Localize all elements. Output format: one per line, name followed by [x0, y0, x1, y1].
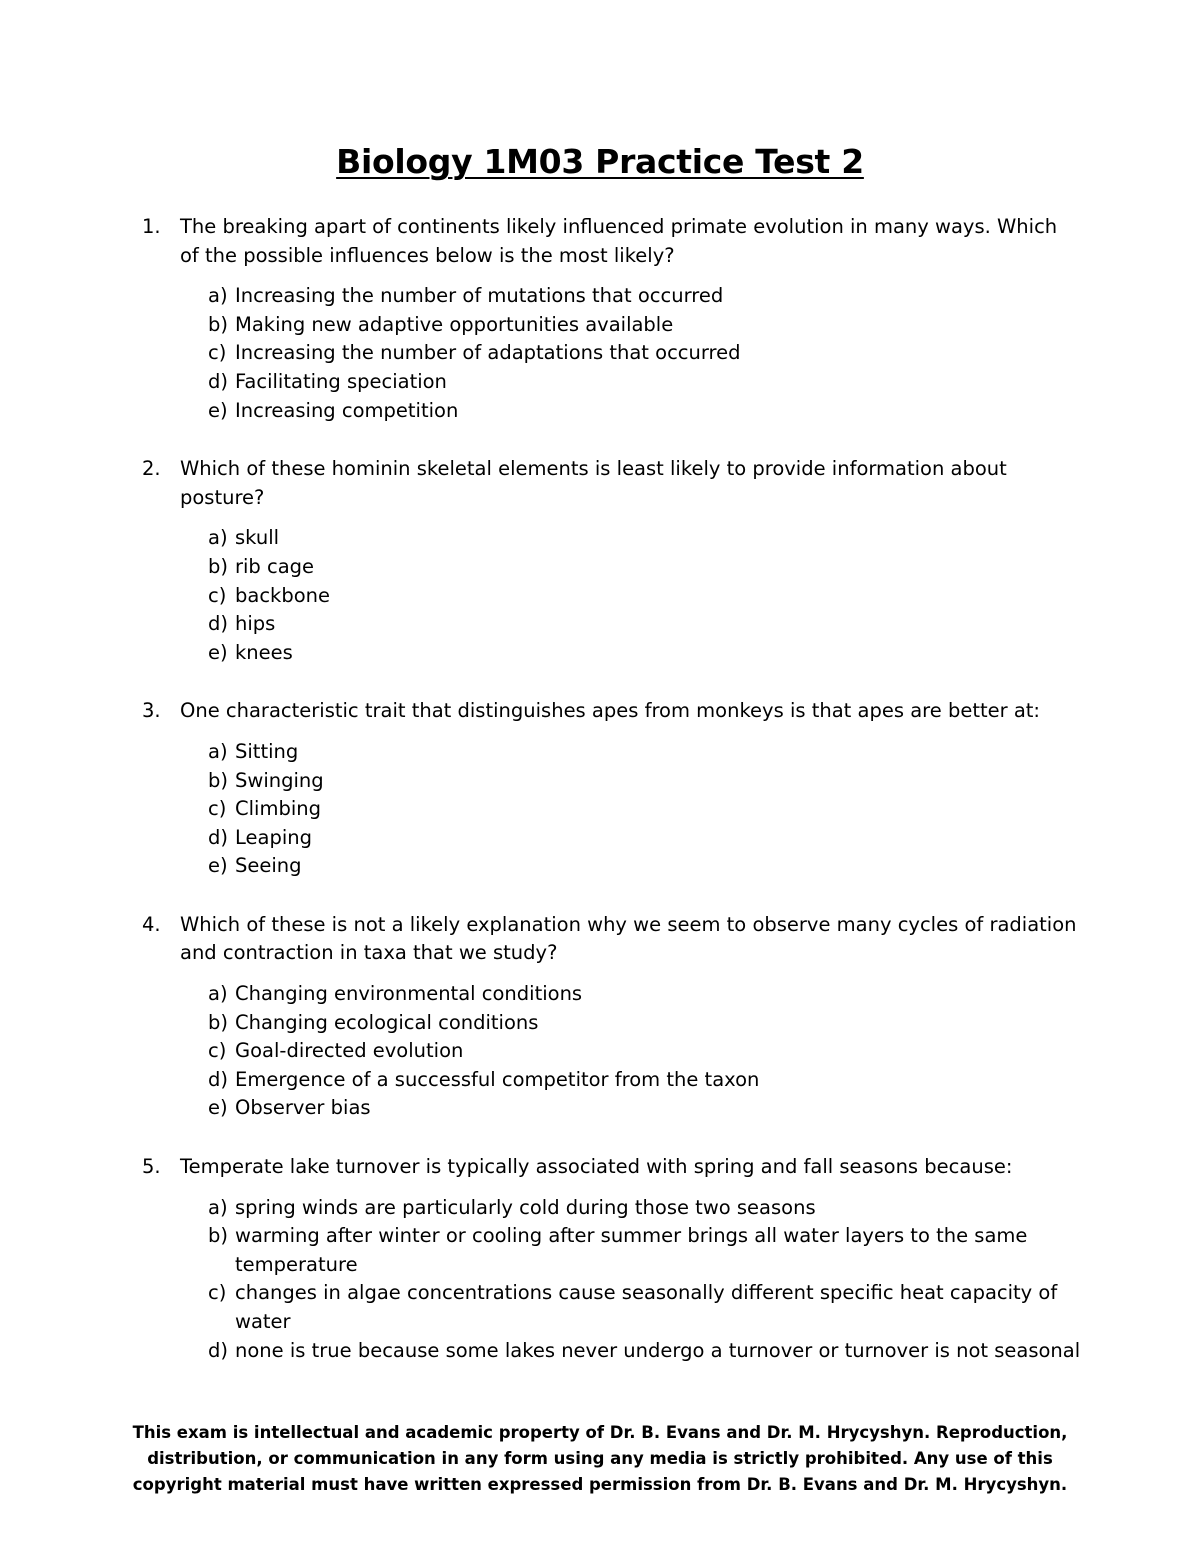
option-letter: a)	[208, 284, 228, 308]
option-letter: b)	[208, 554, 228, 578]
option-item	[208, 1094, 1082, 1123]
option-letter: c)	[208, 583, 227, 607]
question-text: Temperate lake turnover is typically associated with spring and fall seasons because:	[180, 1155, 1013, 1179]
question-number: 2.	[142, 457, 161, 481]
option-letter: e)	[208, 854, 228, 878]
option-item	[208, 852, 1082, 881]
option-text: Swinging	[235, 768, 324, 792]
option-letter: c)	[208, 1039, 227, 1063]
option-text: Increasing the number of adaptations that occurred	[235, 341, 741, 365]
option-text: spring winds are particularly cold during those two seasons	[235, 1195, 816, 1219]
option-text: knees	[235, 640, 293, 664]
option-item	[208, 639, 1082, 668]
option-item	[208, 1037, 1082, 1066]
option-item	[208, 368, 1082, 397]
option-text: Facilitating speciation	[235, 369, 447, 393]
question-number: 4.	[142, 912, 161, 936]
option-item	[208, 339, 1082, 368]
option-text: skull	[235, 526, 280, 550]
option-text: Observer bias	[235, 1096, 371, 1120]
option-item	[208, 1222, 1082, 1279]
question-1	[142, 213, 1082, 425]
copyright-line: distribution, or communication in any form using any media is strictly prohibited. Any use of this	[147, 1449, 1053, 1468]
option-item	[208, 795, 1082, 824]
option-letter: e)	[208, 398, 228, 422]
copyright-line: This exam is intellectual and academic property of Dr. B. Evans and Dr. M. Hrycyshyn. Reproduction,	[132, 1423, 1068, 1442]
option-item	[208, 738, 1082, 767]
option-letter: d)	[208, 1338, 228, 1362]
option-letter: d)	[208, 369, 228, 393]
option-text: Seeing	[235, 854, 302, 878]
option-text: changes in algae concentrations cause seasonally different specific heat capacity of water	[235, 1281, 1058, 1333]
option-list	[180, 738, 1082, 881]
option-letter: d)	[208, 825, 228, 849]
question-text: One characteristic trait that distinguishes apes from monkeys is that apes are better at:	[180, 699, 1040, 723]
question-number: 1.	[142, 215, 161, 238]
question-list	[142, 213, 1082, 1365]
option-item	[208, 282, 1082, 311]
question-text: Which of these is not a likely explanation why we seem to observe many cycles of radiation and contraction in taxa that we study?	[180, 912, 1077, 965]
page-title: Biology 1M03 Practice Test 2	[336, 142, 864, 181]
question-4	[142, 911, 1082, 1123]
option-text: Changing environmental conditions	[235, 982, 583, 1006]
option-text: Leaping	[235, 825, 313, 849]
option-letter: b)	[208, 768, 228, 792]
option-item	[208, 767, 1082, 796]
copyright-line: copyright material must have written expressed permission from Dr. B. Evans and Dr. M. Hrycyshyn.	[132, 1475, 1068, 1494]
option-text: warming after winter or cooling after summer brings all water layers to the same temperature	[235, 1224, 1028, 1276]
option-list	[180, 1194, 1082, 1366]
option-letter: c)	[208, 1281, 227, 1305]
option-item	[208, 980, 1082, 1009]
option-item	[208, 1066, 1082, 1095]
option-letter: b)	[208, 312, 228, 336]
option-letter: c)	[208, 797, 227, 821]
option-letter: c)	[208, 341, 227, 365]
option-item	[208, 1279, 1082, 1336]
option-letter: e)	[208, 1096, 228, 1120]
option-text: Making new adaptive opportunities available	[235, 312, 674, 336]
option-letter: b)	[208, 1010, 228, 1034]
question-text: Which of these hominin skeletal elements is least likely to provide information about posture?	[180, 457, 1007, 509]
option-letter: b)	[208, 1224, 228, 1248]
question-number: 5.	[142, 1155, 161, 1179]
option-letter: a)	[208, 526, 228, 550]
option-text: Climbing	[235, 797, 321, 821]
option-text: Changing ecological conditions	[235, 1010, 539, 1034]
option-text: rib cage	[235, 554, 315, 578]
option-letter: a)	[208, 739, 228, 763]
option-text: none is true because some lakes never undergo a turnover or turnover is not seasonal	[235, 1338, 1081, 1362]
option-text: Increasing the number of mutations that occurred	[235, 284, 724, 308]
option-letter: a)	[208, 1195, 228, 1219]
option-item	[208, 1009, 1082, 1038]
option-item	[208, 824, 1082, 853]
option-item	[208, 524, 1082, 553]
option-letter: e)	[208, 640, 228, 664]
option-text: hips	[235, 612, 276, 636]
option-item	[208, 553, 1082, 582]
option-item	[208, 610, 1082, 639]
option-text: Emergence of a successful competitor from the taxon	[235, 1067, 760, 1091]
option-list	[180, 524, 1082, 667]
option-item	[208, 582, 1082, 611]
option-item	[208, 311, 1082, 340]
question-3	[142, 697, 1082, 881]
question-5	[142, 1153, 1082, 1365]
option-letter: d)	[208, 612, 228, 636]
option-text: Goal-directed evolution	[235, 1039, 464, 1063]
option-item	[208, 397, 1082, 426]
option-text: backbone	[235, 583, 331, 607]
option-item	[208, 1337, 1082, 1366]
question-2	[142, 455, 1082, 667]
question-number: 3.	[142, 699, 161, 723]
option-letter: d)	[208, 1067, 228, 1091]
option-item	[208, 1194, 1082, 1223]
question-text: The breaking apart of continents likely influenced primate evolution in many ways. Which of the possible influences below is the most likely?	[180, 215, 1058, 267]
option-list	[180, 980, 1082, 1123]
copyright-notice	[120, 1420, 1080, 1498]
option-letter: a)	[208, 982, 228, 1006]
option-text: Increasing competition	[235, 398, 459, 422]
option-text: Sitting	[235, 739, 299, 763]
option-list	[180, 282, 1082, 425]
